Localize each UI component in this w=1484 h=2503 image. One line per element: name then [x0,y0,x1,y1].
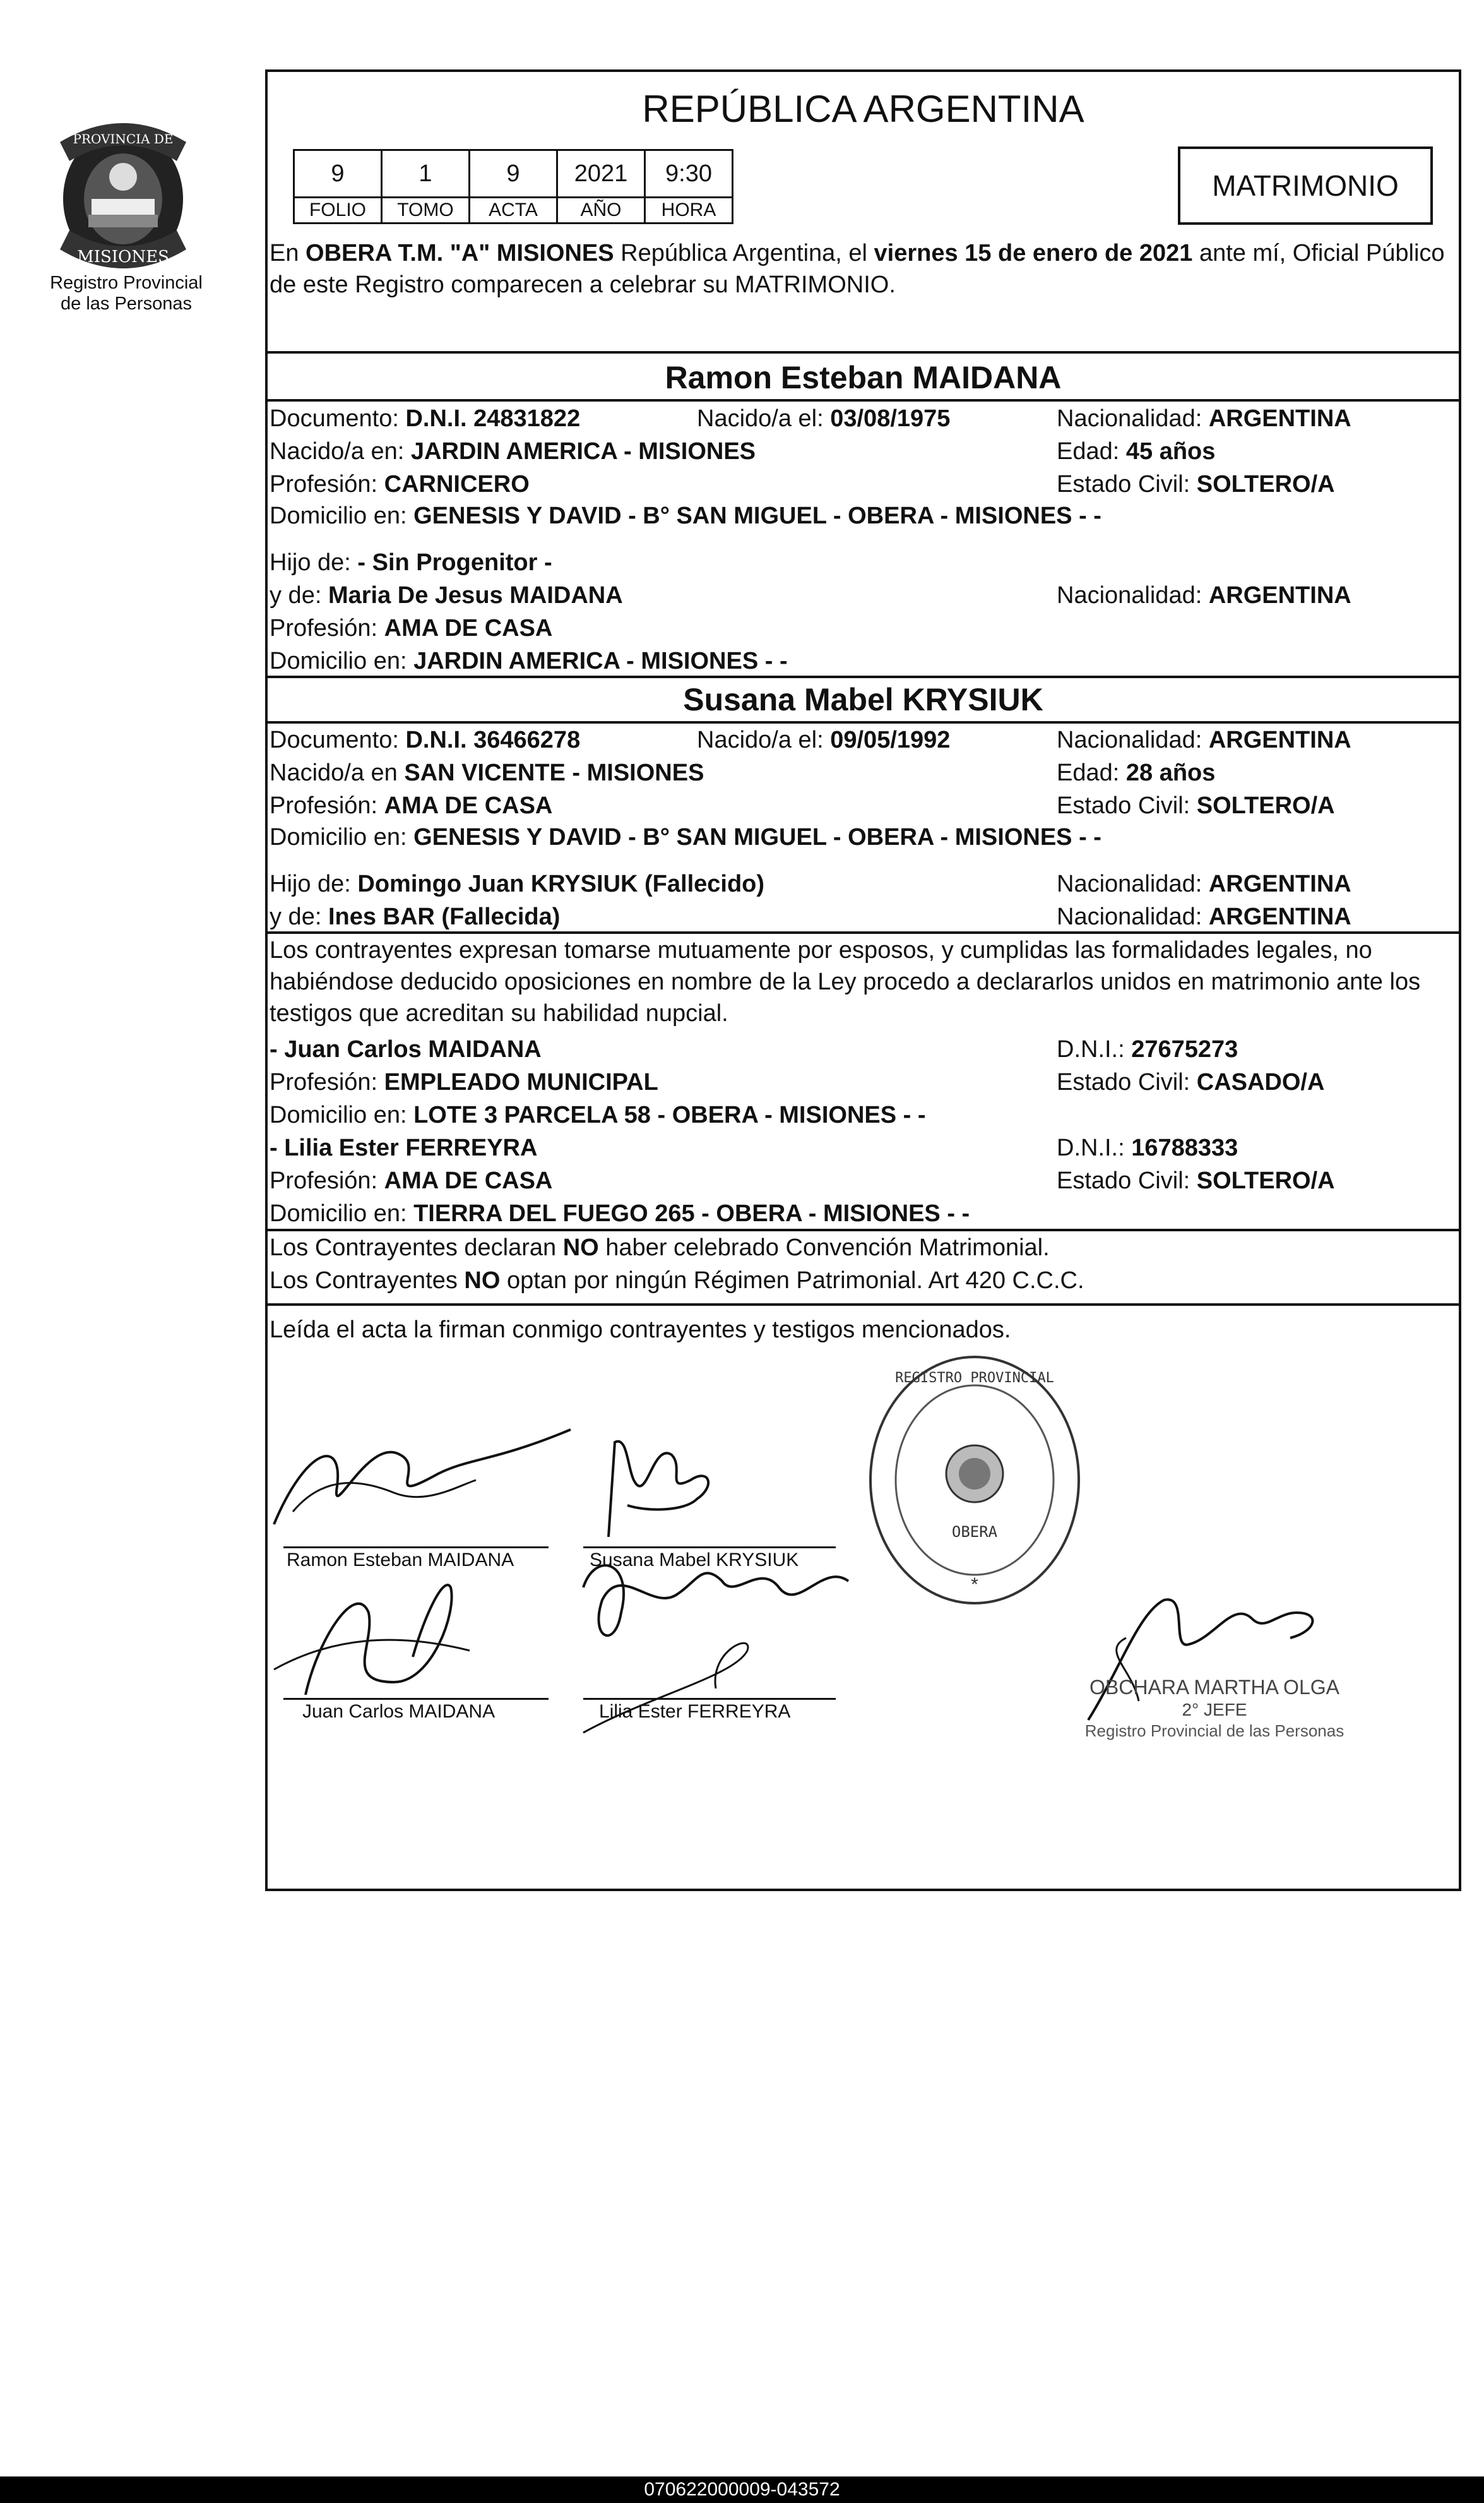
witness1-dni: D.N.I.: 27675273 [1057,1036,1238,1063]
intro-paragraph [270,237,1456,301]
spouse1-name: Ramon Esteban MAIDANA [665,360,1062,395]
spouse2-mother: y de: Ines BAR (Fallecida) [270,904,561,930]
spouse2-father: Hijo de: Domingo Juan KRYSIUK (Fallecido) [270,871,765,897]
spouse1-birthplace: Nacido/a en: JARDIN AMERICA - MISIONES [270,438,756,465]
tomo-label: TOMO [382,198,470,224]
spouse1-profession: Profesión: CARNICERO [270,471,530,498]
document-code: 070622000009-043572 [0,2476,1484,2503]
spouse1-mother-profession: Profesión: AMA DE CASA [270,615,553,642]
ceremony-date: viernes 15 de enero de 2021 [874,240,1193,266]
witness1-civil-status: Estado Civil: CASADO/A [1057,1069,1325,1096]
divider [268,351,1459,354]
divider [268,676,1459,678]
witness2-name: - Lilia Ester FERREYRA [270,1135,538,1161]
spouse1-mother-nationality: Nacionalidad: ARGENTINA [1057,582,1351,609]
signature-line [283,1698,549,1700]
folio-value: 9 [294,150,382,198]
marriage-certificate [265,69,1461,1891]
hour-value: 9:30 [645,150,733,198]
witness2-dni: D.N.I.: 16788333 [1057,1135,1238,1161]
acta-label: ACTA [470,198,557,224]
official-seal-icon [861,1347,1088,1613]
hour-label: HORA [645,198,733,224]
tomo-value: 1 [382,150,470,198]
divider [268,931,1459,934]
witness1-profession: Profesión: EMPLEADO MUNICIPAL [270,1069,658,1096]
spouse2-mother-nationality: Nacionalidad: ARGENTINA [1057,904,1351,930]
spouse1-nationality: Nacionalidad: ARGENTINA [1057,405,1351,432]
closing-statement: Leída el acta la firman conmigo contrayentes y testigos mencionados. [270,1317,1011,1343]
acta-value: 9 [470,150,557,198]
official-name: OBCHARA MARTHA OLGA [1089,1676,1339,1699]
seal-ring-text: REGISTRO PROVINCIAL [895,1370,1054,1386]
signature-label-3: Juan Carlos MAIDANA [302,1701,496,1722]
spouse2-civil-status: Estado Civil: SOLTERO/A [1057,792,1335,819]
svg-text:*: * [971,1574,978,1595]
spouse2-document: Documento: D.N.I. 36466278 [270,727,581,753]
signature-line [583,1698,836,1700]
folio-label: FOLIO [294,198,382,224]
year-value: 2021 [557,150,645,198]
signature-label-4: Lilia Ester FERREYRA [599,1701,791,1722]
registry-table [293,149,733,224]
official-rank: 2° JEFE [1182,1700,1247,1719]
spouse1-age: Edad: 45 años [1057,438,1216,465]
spouse2-age: Edad: 28 años [1057,760,1216,786]
spouse2-address: Domicilio en: GENESIS Y DAVID - B° SAN MIGUEL - OBERA - MISIONES - - [270,824,1101,851]
divider [268,399,1459,402]
emblem-top-text: PROVINCIA DE [73,131,174,146]
divider [268,1303,1459,1306]
spouse2-nationality: Nacionalidad: ARGENTINA [1057,727,1351,753]
spouse1-mother-address: Domicilio en: JARDIN AMERICA - MISIONES - - [270,648,788,674]
spouse2-birthdate: Nacido/a el: 09/05/1992 [697,727,951,753]
agency-name [32,273,221,314]
ceremony-place: OBERA T.M. "A" MISIONES [306,240,614,266]
signature-label-1: Ramon Esteban MAIDANA [287,1550,514,1570]
intro-text-3: ante mí, Oficial Público de este Registro comparecen a celebrar su MATRIMONIO. [270,240,1445,298]
witness2-civil-status: Estado Civil: SOLTERO/A [1057,1168,1335,1194]
official-office: Registro Provincial de las Personas [1084,1721,1345,1740]
divider [268,721,1459,724]
spouse2-birthplace: Nacido/a en SAN VICENTE - MISIONES [270,760,704,786]
country-title: REPÚBLICA ARGENTINA [642,88,1084,130]
intro-text-1: En [270,240,306,266]
convention-statement: Los Contrayentes declaran NO haber celebrado Convención Matrimonial. [270,1234,1050,1261]
divider [268,1229,1459,1231]
agency-line1: Registro Provincial [50,273,203,293]
emblem-bottom-text: MISIONES [77,248,169,266]
spouse1-father: Hijo de: - Sin Progenitor - [270,549,552,576]
agency-line2: de las Personas [61,294,192,314]
act-type-box: MATRIMONIO [1178,146,1433,225]
regime-statement: Los Contrayentes NO optan por ningún Régimen Patrimonial. Art 420 C.C.C. [270,1267,1084,1294]
year-label: AÑO [557,198,645,224]
spouse2-profession: Profesión: AMA DE CASA [270,792,553,819]
signature-1-icon [268,1398,596,1550]
witness1-address: Domicilio en: LOTE 3 PARCELA 58 - OBERA - MISIONES - - [270,1102,926,1128]
spouse2-father-nationality: Nacionalidad: ARGENTINA [1057,871,1351,897]
spouse2-name: Susana Mabel KRYSIUK [683,682,1043,717]
witness2-address: Domicilio en: TIERRA DEL FUEGO 265 - OBERA - MISIONES - - [270,1200,970,1227]
witness2-profession: Profesión: AMA DE CASA [270,1168,553,1194]
spouse1-birthdate: Nacido/a el: 03/08/1975 [697,405,951,432]
spouse1-civil-status: Estado Civil: SOLTERO/A [1057,471,1335,498]
declaration-paragraph: Los contrayentes expresan tomarse mutuamente por esposos, y cumplidas las formalidades legales, no habiéndose deducido oposiciones en nombre de la Ley procedo a declararlos unidos en matrimonio ante los testigos que acreditan su habilidad nupcial. [270,937,1421,1027]
signature-label-2: Susana Mabel KRYSIUK [590,1550,799,1570]
witness1-name: - Juan Carlos MAIDANA [270,1036,542,1063]
spouse1-mother: y de: Maria De Jesus MAIDANA [270,582,623,609]
spouse1-address: Domicilio en: GENESIS Y DAVID - B° SAN MIGUEL - OBERA - MISIONES - - [270,503,1101,529]
seal-city: OBERA [951,1523,998,1541]
province-emblem-icon [35,104,211,287]
spouse1-document: Documento: D.N.I. 24831822 [270,405,581,432]
intro-text-2: República Argentina, el [614,240,874,266]
signature-3-icon [268,1562,533,1714]
signature-line [283,1546,549,1548]
